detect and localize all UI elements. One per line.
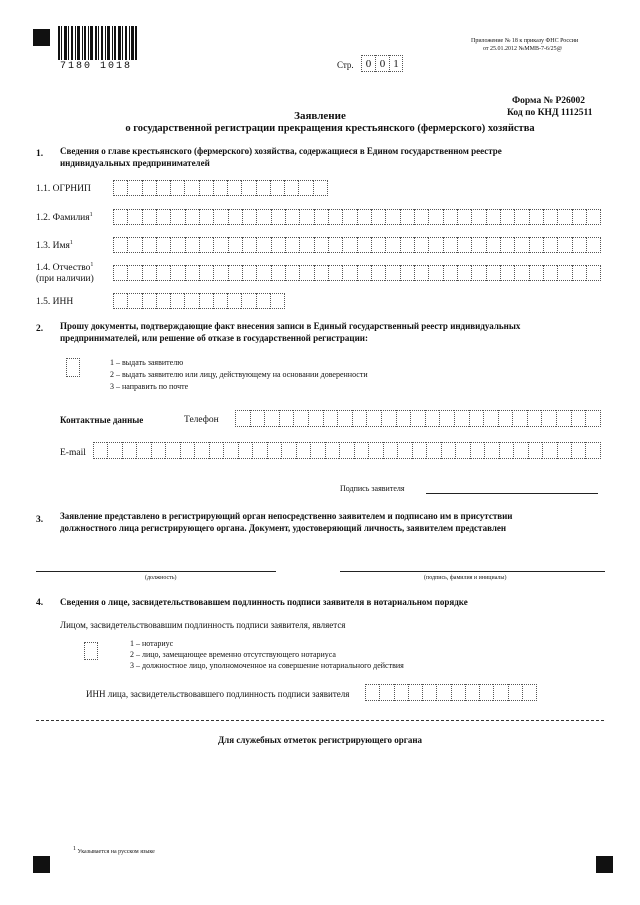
footnote-mark: 1 xyxy=(89,212,93,218)
input-cell[interactable] xyxy=(213,209,227,225)
input-cell[interactable] xyxy=(425,410,440,427)
input-cell[interactable] xyxy=(471,265,485,281)
input-cell[interactable] xyxy=(328,209,342,225)
input-cell[interactable] xyxy=(256,293,270,309)
input-cell[interactable] xyxy=(513,442,527,459)
form-number: Форма № Р26002 xyxy=(512,96,586,106)
input-cell[interactable] xyxy=(543,237,557,253)
patronymic-note: (при наличии) xyxy=(36,274,94,284)
input-cell[interactable] xyxy=(408,684,422,701)
input-cell[interactable] xyxy=(127,293,141,309)
input-cell[interactable] xyxy=(228,209,242,225)
input-cell[interactable] xyxy=(572,265,586,281)
input-cell[interactable] xyxy=(156,209,170,225)
input-cell[interactable] xyxy=(586,209,601,225)
surname-label: 1.2. Фамилия$^1$ xyxy=(36,212,93,224)
input-cell[interactable] xyxy=(572,209,586,225)
input-cell[interactable] xyxy=(256,180,270,196)
input-cell[interactable] xyxy=(543,209,557,225)
input-cell[interactable] xyxy=(443,265,457,281)
section3-text-line-2: должностного лица регистрирующего органа. Документ, удостоверяющий личность, заявителем представлен xyxy=(60,523,507,533)
input-cell[interactable] xyxy=(371,265,385,281)
input-cell[interactable] xyxy=(483,410,498,427)
input-cell[interactable] xyxy=(235,410,250,427)
input-cell[interactable] xyxy=(571,442,585,459)
input-cell[interactable] xyxy=(270,293,285,309)
delivery-option-cell[interactable] xyxy=(66,358,80,377)
name-cells[interactable] xyxy=(113,237,601,253)
input-cell[interactable] xyxy=(242,237,256,253)
input-cell[interactable] xyxy=(107,442,121,459)
input-cell[interactable] xyxy=(242,209,256,225)
input-cell[interactable] xyxy=(357,265,371,281)
input-cell[interactable] xyxy=(209,442,223,459)
input-cell[interactable] xyxy=(571,410,586,427)
input-cell[interactable] xyxy=(486,209,500,225)
input-cell[interactable] xyxy=(170,265,184,281)
position-line[interactable] xyxy=(36,571,276,572)
section2-number: 2. xyxy=(36,324,44,334)
input-cell[interactable] xyxy=(156,265,170,281)
input-cell[interactable] xyxy=(339,442,353,459)
input-cell[interactable] xyxy=(499,442,513,459)
delivery-option-1: 1 – выдать заявителю xyxy=(110,358,184,367)
input-cell[interactable] xyxy=(500,237,514,253)
input-cell[interactable] xyxy=(528,442,542,459)
input-cell[interactable] xyxy=(527,410,542,427)
page-label: Стр. xyxy=(337,60,354,70)
notary-person-label: Лицом, засвидетельствовавшим подлинность подписи заявителя, является xyxy=(60,620,346,630)
page-digit: 1 xyxy=(389,55,403,72)
input-cell[interactable] xyxy=(383,442,397,459)
input-cell[interactable] xyxy=(439,410,454,427)
input-cell[interactable] xyxy=(227,180,241,196)
input-cell[interactable] xyxy=(223,442,237,459)
notary-option-3: 3 – должностное лицо, уполномоченное на совершение нотариального действия xyxy=(130,661,404,670)
input-cell[interactable] xyxy=(199,265,213,281)
input-cell[interactable] xyxy=(471,209,485,225)
input-cell[interactable] xyxy=(371,237,385,253)
input-cell[interactable] xyxy=(170,180,184,196)
signature-label: Подпись заявителя xyxy=(340,484,405,493)
input-cell[interactable] xyxy=(127,237,141,253)
input-cell[interactable] xyxy=(514,237,528,253)
input-cell[interactable] xyxy=(213,293,227,309)
input-cell[interactable] xyxy=(512,410,527,427)
input-cell[interactable] xyxy=(298,180,312,196)
input-cell[interactable] xyxy=(557,237,571,253)
email-cells[interactable] xyxy=(93,442,601,459)
input-cell[interactable] xyxy=(342,265,356,281)
appendix-line-2: от 25.01.2012 №ММВ-7-6/25@ xyxy=(483,46,563,52)
page-number-cells xyxy=(361,55,403,72)
input-cell[interactable] xyxy=(585,410,601,427)
input-cell[interactable] xyxy=(586,265,601,281)
input-cell[interactable] xyxy=(180,442,194,459)
section1-number: 1. xyxy=(36,149,44,159)
input-cell[interactable] xyxy=(396,410,411,427)
footnote: $^1$ Указывается на русском языке xyxy=(73,846,155,855)
input-cell[interactable] xyxy=(238,442,252,459)
input-cell[interactable] xyxy=(500,209,514,225)
input-cell[interactable] xyxy=(93,442,107,459)
name-label: 1.3. Имя$^1$ xyxy=(36,240,73,252)
input-cell[interactable] xyxy=(170,293,184,309)
input-cell[interactable] xyxy=(557,209,571,225)
input-cell[interactable] xyxy=(242,265,256,281)
input-cell[interactable] xyxy=(385,265,399,281)
section3-number: 3. xyxy=(36,515,44,525)
input-cell[interactable] xyxy=(184,180,198,196)
input-cell[interactable] xyxy=(84,642,98,660)
input-cell[interactable] xyxy=(543,265,557,281)
input-cell[interactable] xyxy=(227,293,241,309)
input-cell[interactable] xyxy=(213,180,227,196)
delivery-option-3: 3 – направить по почте xyxy=(110,382,189,391)
notary-option-1: 1 – нотариус xyxy=(130,639,174,648)
input-cell[interactable] xyxy=(185,265,199,281)
input-cell[interactable] xyxy=(465,684,479,701)
input-cell[interactable] xyxy=(241,180,255,196)
input-cell[interactable] xyxy=(357,237,371,253)
input-cell[interactable] xyxy=(241,293,255,309)
input-cell[interactable] xyxy=(314,265,328,281)
input-cell[interactable] xyxy=(557,442,571,459)
input-cell[interactable] xyxy=(414,265,428,281)
input-cell[interactable] xyxy=(328,265,342,281)
input-cell[interactable] xyxy=(314,237,328,253)
cut-line xyxy=(36,720,604,721)
input-cell[interactable] xyxy=(428,209,442,225)
input-cell[interactable] xyxy=(66,358,80,377)
input-cell[interactable] xyxy=(455,442,469,459)
input-cell[interactable] xyxy=(529,209,543,225)
input-cell[interactable] xyxy=(199,237,213,253)
input-cell[interactable] xyxy=(514,265,528,281)
input-cell[interactable] xyxy=(270,180,284,196)
input-cell[interactable] xyxy=(586,237,601,253)
ogrnip-cells[interactable] xyxy=(113,180,328,196)
input-cell[interactable] xyxy=(385,237,399,253)
title-line-2: о государственной регистрации прекращения крестьянского (фермерского) хозяйства xyxy=(125,123,535,134)
input-cell[interactable] xyxy=(281,442,295,459)
input-cell[interactable] xyxy=(113,265,127,281)
input-cell[interactable] xyxy=(342,237,356,253)
input-cell[interactable] xyxy=(228,265,242,281)
input-cell[interactable] xyxy=(486,265,500,281)
input-cell[interactable] xyxy=(170,209,184,225)
input-cell[interactable] xyxy=(486,237,500,253)
input-cell[interactable] xyxy=(397,442,411,459)
input-cell[interactable] xyxy=(293,410,308,427)
input-cell[interactable] xyxy=(366,410,381,427)
input-cell[interactable] xyxy=(585,442,600,459)
input-cell[interactable] xyxy=(170,237,184,253)
input-cell[interactable] xyxy=(142,209,156,225)
notary-inn-cells[interactable] xyxy=(365,684,537,701)
input-cell[interactable] xyxy=(250,410,265,427)
input-cell[interactable] xyxy=(542,442,556,459)
input-cell[interactable] xyxy=(194,442,208,459)
notary-option-2: 2 – лицо, замещающее временно отсутствующего нотариуса xyxy=(130,650,336,659)
input-cell[interactable] xyxy=(267,442,281,459)
patronymic-label: 1.4. Отчество$^1$ xyxy=(36,262,94,274)
input-cell[interactable] xyxy=(185,237,199,253)
delivery-option-2: 2 – выдать заявителю или лицу, действующему на основании доверенности xyxy=(110,370,368,379)
input-cell[interactable] xyxy=(379,684,393,701)
input-cell[interactable] xyxy=(381,410,396,427)
input-cell[interactable] xyxy=(185,209,199,225)
input-cell[interactable] xyxy=(556,410,571,427)
input-cell[interactable] xyxy=(457,209,471,225)
input-cell[interactable] xyxy=(394,684,408,701)
input-cell[interactable] xyxy=(508,684,522,701)
input-cell[interactable] xyxy=(228,237,242,253)
input-cell[interactable] xyxy=(400,265,414,281)
footnote-mark: 1 xyxy=(73,846,76,852)
patronymic-cells[interactable] xyxy=(113,265,601,281)
input-cell[interactable] xyxy=(285,265,299,281)
input-cell[interactable] xyxy=(285,209,299,225)
input-cell[interactable] xyxy=(479,684,493,701)
signature-line[interactable] xyxy=(426,493,598,494)
email-label: E-mail xyxy=(60,448,86,458)
section1-text-line-2: индивидуальных предпринимателей xyxy=(60,158,210,168)
inn-label: 1.5. ИНН xyxy=(36,297,74,307)
input-cell[interactable] xyxy=(184,293,198,309)
input-cell[interactable] xyxy=(469,410,484,427)
section1-text-line-1: Сведения о главе крестьянского (фермерского) хозяйства, содержащиеся в Едином государственном реестре xyxy=(60,146,502,156)
input-cell[interactable] xyxy=(256,209,270,225)
input-cell[interactable] xyxy=(213,265,227,281)
section4-text: Сведения о лице, засвидетельствовавшем подлинность подписи заявителя в нотариальном порядке xyxy=(60,597,468,607)
barcode-number: 7180 1018 xyxy=(60,61,133,72)
official-marks-title: Для служебных отметок регистрирующего органа xyxy=(217,735,423,745)
phone-cells[interactable] xyxy=(235,410,601,427)
input-cell[interactable] xyxy=(457,265,471,281)
input-cell[interactable] xyxy=(199,209,213,225)
input-cell[interactable] xyxy=(165,442,179,459)
corner-marker-bottom-left xyxy=(33,856,50,873)
section2-text-line-1: Прошу документы, подтверждающие факт внесения записи в Единый государственный реестр индивидуальных xyxy=(60,321,521,331)
input-cell[interactable] xyxy=(529,265,543,281)
input-cell[interactable] xyxy=(156,293,170,309)
position-caption: (должность) xyxy=(145,575,177,581)
input-cell[interactable] xyxy=(310,442,324,459)
title-line-1: Заявление xyxy=(294,110,346,122)
input-cell[interactable] xyxy=(470,442,484,459)
input-cell[interactable] xyxy=(284,180,298,196)
input-cell[interactable] xyxy=(252,442,266,459)
section2-text-line-2: предпринимателей, или решение об отказе в государственной регистрации: xyxy=(60,333,368,343)
corner-marker-bottom-right xyxy=(596,856,613,873)
input-cell[interactable] xyxy=(493,684,507,701)
input-cell[interactable] xyxy=(451,684,465,701)
input-cell[interactable] xyxy=(279,410,294,427)
input-cell[interactable] xyxy=(426,442,440,459)
contacts-label: Контактные данные xyxy=(60,415,144,425)
input-cell[interactable] xyxy=(142,180,156,196)
input-cell[interactable] xyxy=(113,209,127,225)
page-digit: 0 xyxy=(375,55,389,72)
input-cell[interactable] xyxy=(410,410,425,427)
input-cell[interactable] xyxy=(127,180,141,196)
input-cell[interactable] xyxy=(256,237,270,253)
input-cell[interactable] xyxy=(514,209,528,225)
input-cell[interactable] xyxy=(156,180,170,196)
input-cell[interactable] xyxy=(199,180,213,196)
input-cell[interactable] xyxy=(529,237,543,253)
input-cell[interactable] xyxy=(412,442,426,459)
input-cell[interactable] xyxy=(142,265,156,281)
input-cell[interactable] xyxy=(541,410,556,427)
surname-cells[interactable] xyxy=(113,209,601,225)
input-cell[interactable] xyxy=(337,410,352,427)
input-cell[interactable] xyxy=(371,209,385,225)
corner-marker-top-left xyxy=(33,29,50,46)
input-cell[interactable] xyxy=(414,237,428,253)
input-cell[interactable] xyxy=(443,209,457,225)
input-cell[interactable] xyxy=(308,410,323,427)
input-cell[interactable] xyxy=(422,684,436,701)
official-signature-line[interactable] xyxy=(340,571,605,572)
input-cell[interactable] xyxy=(454,410,469,427)
input-cell[interactable] xyxy=(142,237,156,253)
input-cell[interactable] xyxy=(314,209,328,225)
input-cell[interactable] xyxy=(199,293,213,309)
section4-number: 4. xyxy=(36,598,44,608)
input-cell[interactable] xyxy=(414,209,428,225)
input-cell[interactable] xyxy=(271,265,285,281)
footnote-mark: 1 xyxy=(69,240,73,246)
input-cell[interactable] xyxy=(428,237,442,253)
input-cell[interactable] xyxy=(484,442,498,459)
input-cell[interactable] xyxy=(151,442,165,459)
input-cell[interactable] xyxy=(354,442,368,459)
input-cell[interactable] xyxy=(142,293,156,309)
input-cell[interactable] xyxy=(113,237,127,253)
input-cell[interactable] xyxy=(368,442,382,459)
inn-cells[interactable] xyxy=(113,293,285,309)
input-cell[interactable] xyxy=(352,410,367,427)
input-cell[interactable] xyxy=(213,237,227,253)
input-cell[interactable] xyxy=(299,265,313,281)
input-cell[interactable] xyxy=(500,265,514,281)
input-cell[interactable] xyxy=(443,237,457,253)
input-cell[interactable] xyxy=(557,265,571,281)
input-cell[interactable] xyxy=(400,209,414,225)
input-cell[interactable] xyxy=(113,180,127,196)
phone-label: Телефон xyxy=(184,415,219,425)
input-cell[interactable] xyxy=(325,442,339,459)
input-cell[interactable] xyxy=(328,237,342,253)
knd-code: Код по КНД 1112511 xyxy=(507,108,593,118)
input-cell[interactable] xyxy=(299,237,313,253)
input-cell[interactable] xyxy=(436,684,450,701)
ogrnip-label: 1.1. ОГРНИП xyxy=(36,184,91,194)
input-cell[interactable] xyxy=(365,684,379,701)
footnote-mark: 1 xyxy=(90,262,94,268)
input-cell[interactable] xyxy=(296,442,310,459)
input-cell[interactable] xyxy=(299,209,313,225)
input-cell[interactable] xyxy=(271,237,285,253)
official-signature-caption: (подпись, фамилия и инициалы) xyxy=(424,575,507,581)
input-cell[interactable] xyxy=(136,442,150,459)
input-cell[interactable] xyxy=(522,684,537,701)
input-cell[interactable] xyxy=(113,293,127,309)
input-cell[interactable] xyxy=(441,442,455,459)
input-cell[interactable] xyxy=(156,237,170,253)
input-cell[interactable] xyxy=(457,237,471,253)
input-cell[interactable] xyxy=(385,209,399,225)
appendix-line-1: Приложение № 18 к приказу ФНС России xyxy=(471,38,579,44)
input-cell[interactable] xyxy=(572,237,586,253)
input-cell[interactable] xyxy=(428,265,442,281)
input-cell[interactable] xyxy=(271,209,285,225)
input-cell[interactable] xyxy=(342,209,356,225)
input-cell[interactable] xyxy=(127,265,141,281)
input-cell[interactable] xyxy=(313,180,328,196)
input-cell[interactable] xyxy=(498,410,513,427)
input-cell[interactable] xyxy=(285,237,299,253)
notary-option-cell[interactable] xyxy=(84,642,98,660)
input-cell[interactable] xyxy=(264,410,279,427)
input-cell[interactable] xyxy=(471,237,485,253)
input-cell[interactable] xyxy=(122,442,136,459)
page-digit: 0 xyxy=(361,55,375,72)
input-cell[interactable] xyxy=(256,265,270,281)
input-cell[interactable] xyxy=(400,237,414,253)
barcode xyxy=(58,26,138,60)
notary-inn-label: ИНН лица, засвидетельствовавшего подлинность подписи заявителя xyxy=(86,689,350,699)
input-cell[interactable] xyxy=(357,209,371,225)
section3-text-line-1: Заявление представлено в регистрирующий орган непосредственно заявителем и подписано им в присутствии xyxy=(60,511,513,521)
input-cell[interactable] xyxy=(323,410,338,427)
input-cell[interactable] xyxy=(127,209,141,225)
